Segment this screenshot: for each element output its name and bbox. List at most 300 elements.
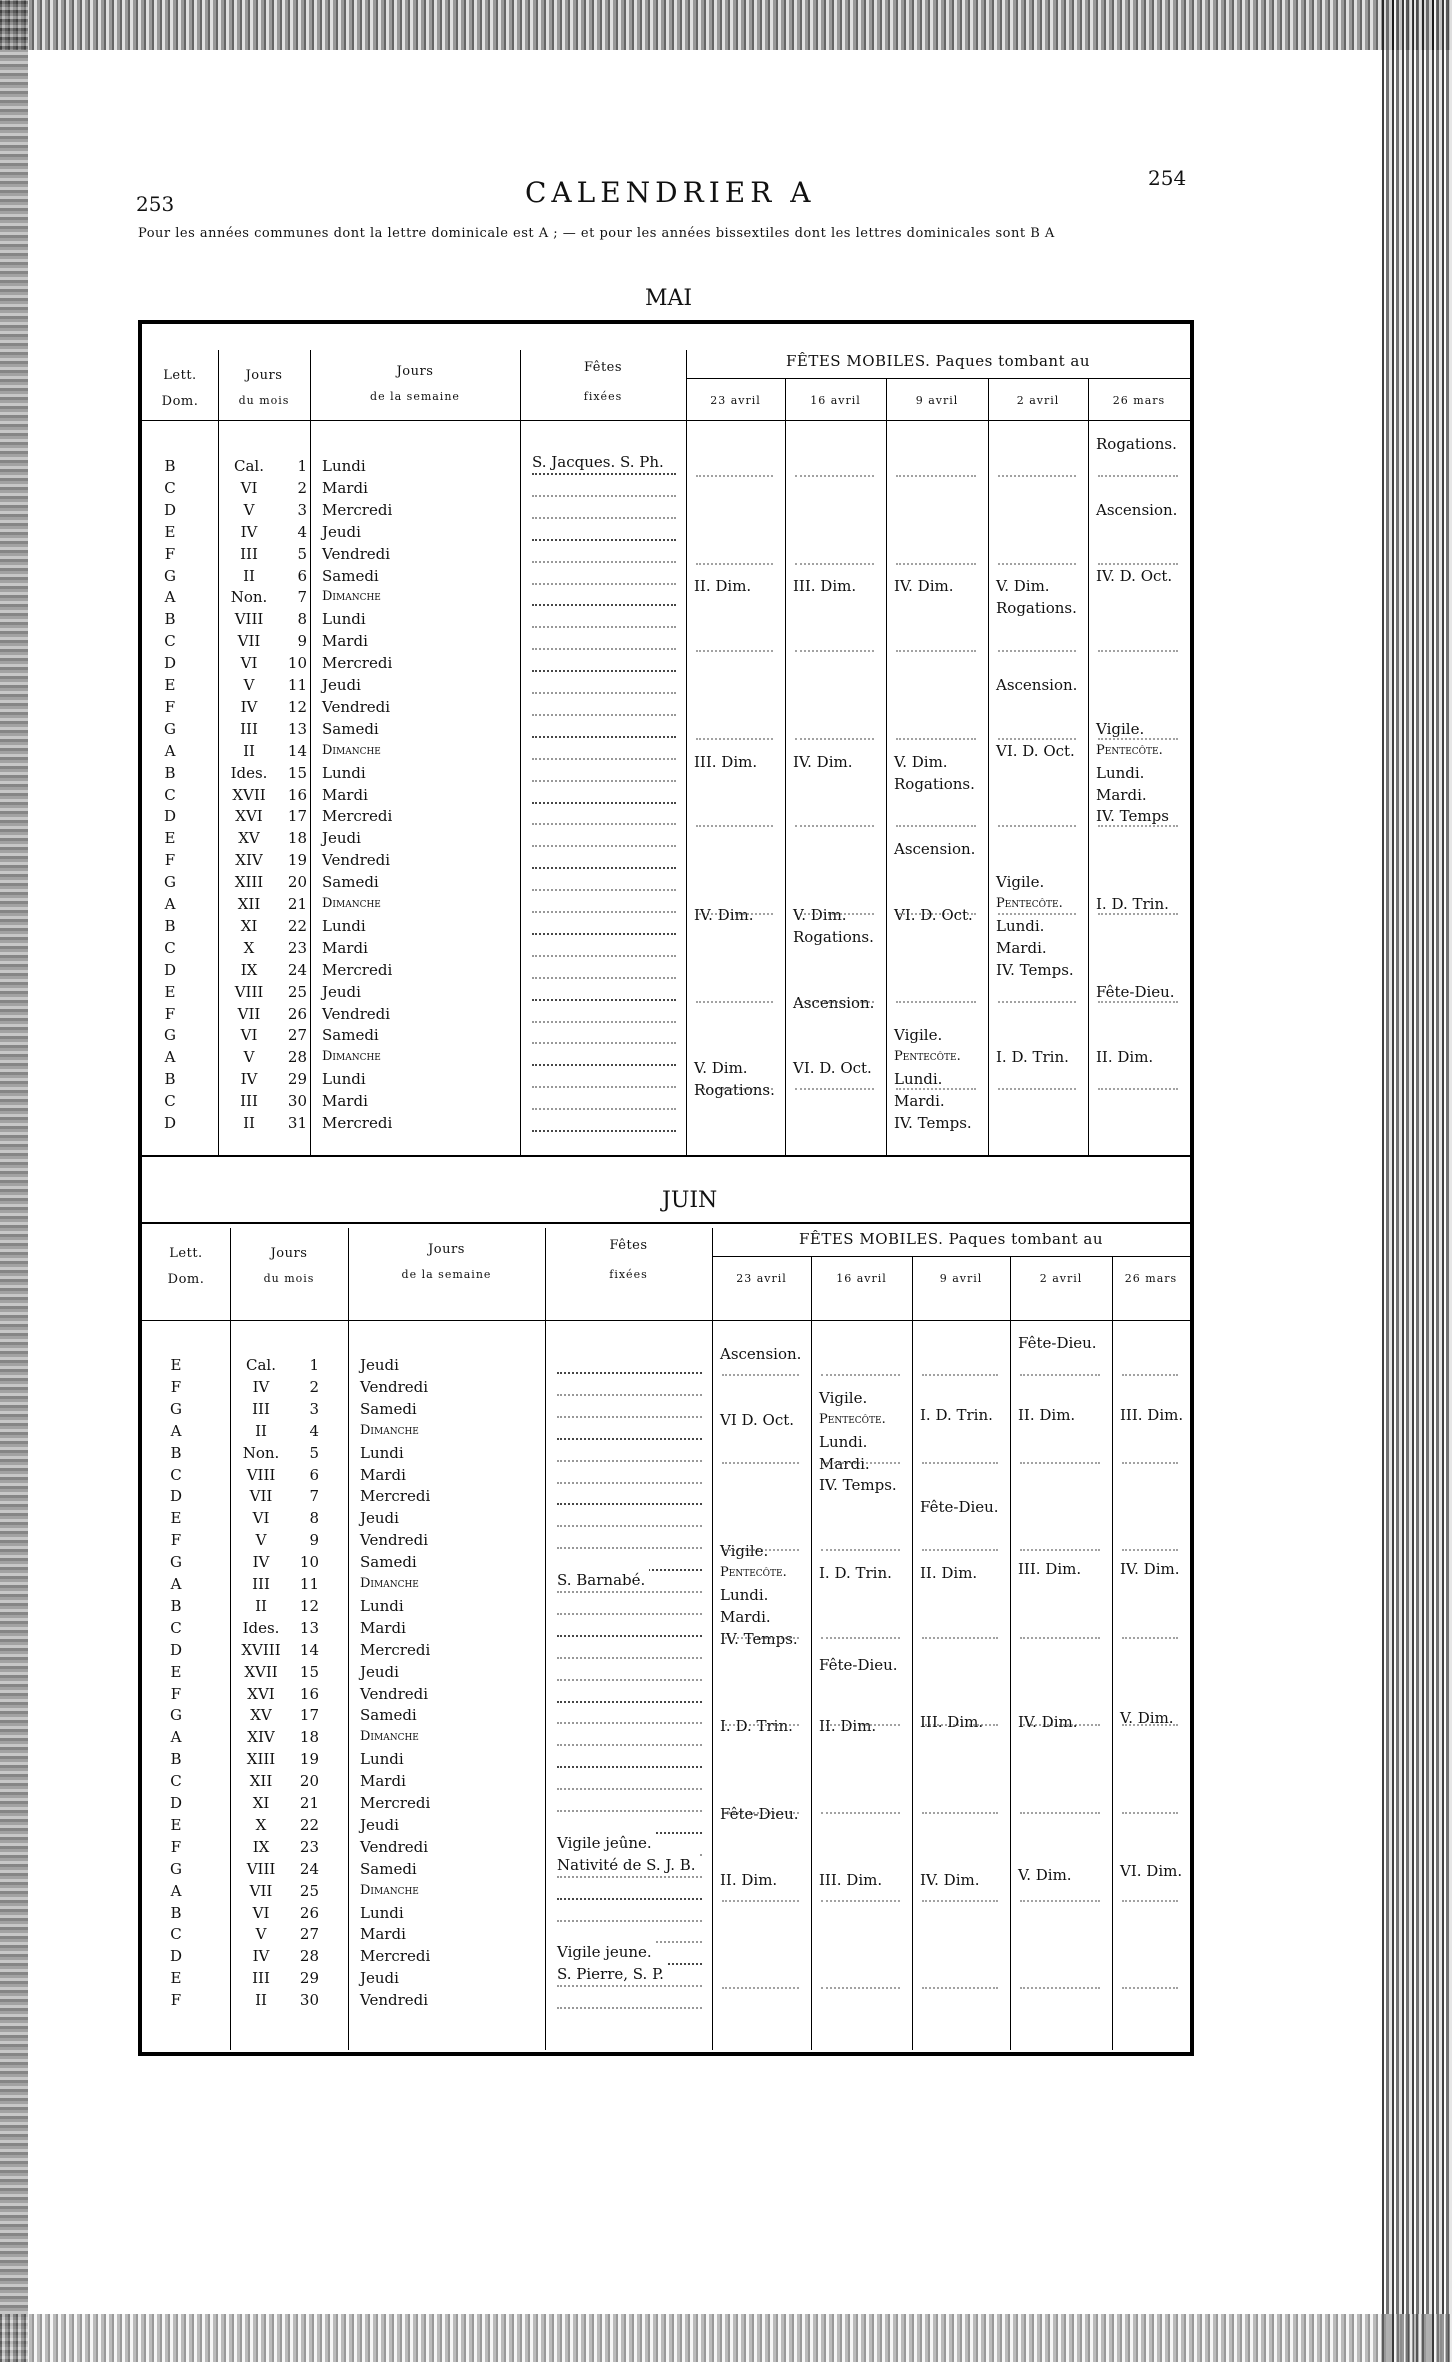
mai-vline [520,350,521,1155]
juin-weekday: Vendredi [360,1684,429,1703]
juin-weekday: Vendredi [360,1377,429,1396]
juin-weekday: Mardi [360,1925,406,1944]
mai-mobile-feast: Rogations. [996,599,1077,618]
mai-vline [310,350,311,1155]
mai-letter: A [164,895,176,913]
juin-roman-day: VI [252,1509,270,1528]
juin-mobile-leader [1122,1637,1178,1639]
juin-mobile-feast: I. D. Trin. [720,1717,793,1736]
juin-mobile-feast: IV. Dim. [920,1870,980,1889]
mai-day-number: 1 [297,457,307,475]
mai-header-paques-col: 9 avril [915,394,959,407]
juin-mobile-leader [821,1812,900,1814]
mai-leader [532,736,676,738]
mai-letter: C [164,1092,176,1111]
mai-mobile-leader [696,913,773,915]
juin-roman-day: VI [252,1903,270,1922]
juin-letter: D [169,1640,183,1659]
juin-fixed-feast: S. Pierre, S. P. [557,1963,668,1985]
mai-header-fixees: fixées [583,390,623,403]
mai-mobile-feast: IV. Dim. [793,752,853,771]
juin-roman-day: Cal. [246,1356,276,1374]
mai-weekday: Jeudi [322,522,361,541]
juin-mobile-feast: VI. Dim. [1120,1861,1183,1880]
juin-mobile-feast: III. Dim. [819,1870,883,1889]
mai-mobile-feast: Mardi. [894,1092,945,1111]
mai-roman-day: XIV [235,851,263,870]
juin-roman-day: XII [249,1772,273,1791]
mai-roman-day: Cal. [234,457,264,475]
mai-day-number: 29 [287,1070,307,1089]
juin-letter: G [170,1553,182,1572]
mai-mobile-feast: VI. D. Oct. [894,905,973,924]
juin-roman-day: II [255,1421,267,1440]
mai-day-number: 30 [287,1092,307,1111]
juin-weekday: Jeudi [360,1356,399,1374]
juin-letter: B [170,1443,182,1462]
juin-roman-day: IV [252,1553,270,1572]
mai-day-number: 27 [287,1026,307,1045]
juin-letter: G [170,1859,182,1878]
juin-leader [557,1810,702,1812]
mai-weekday: Jeudi [322,982,361,1001]
juin-mobile-feast: VI D. Oct. [720,1410,795,1429]
mai-roman-day: IV [240,697,258,716]
mai-fixed-feast: S. Jacques. S. Ph. [532,451,668,473]
mai-leader [532,604,676,606]
juin-roman-day: V [255,1531,267,1550]
mai-mobile-leader [1098,1088,1178,1090]
mai-weekday: Mercredi [322,500,393,519]
mai-mobile-feast: Rogations. [894,774,975,793]
mai-mobile-leader [896,913,976,915]
juin-leader [557,1744,702,1746]
mai-day-number: 6 [297,566,307,585]
mai-mobile-leader [1098,563,1178,565]
juin-mobile-feast: IV. Temps. [720,1629,798,1648]
mai-weekday: Samedi [322,566,379,585]
mai-mobile-feast: I. D. Trin. [996,1048,1069,1067]
page-title: CALENDRIER A [525,176,816,209]
mai-mobile-feast: IV. D. Oct. [1096,566,1173,585]
mai-letter: E [164,522,176,541]
juin-mobile-leader [1020,1987,1100,1989]
juin-mobile-leader [922,1374,998,1376]
mai-leader [532,845,676,847]
mai-day-number: 18 [287,829,307,848]
mai-letter: F [164,851,176,870]
mai-letter: B [164,1070,176,1089]
juin-leader [557,1985,702,1987]
mai-weekday: Dimanche [322,742,381,758]
mai-header-jours-sem: Jours [396,364,434,379]
mai-mobile-feast: Ascension. [1096,500,1178,519]
mai-letter: A [164,741,176,760]
mai-letter: B [164,610,176,629]
mai-weekday: Vendredi [322,697,391,716]
juin-header-paques-col: 23 avril [736,1272,787,1285]
mai-mobile-feast: Fête-Dieu. [1096,982,1175,1001]
juin-weekday: Mardi [360,1465,406,1484]
juin-mobile-leader [1122,1987,1178,1989]
mai-weekday: Lundi [322,457,366,475]
mai-day-number: 12 [287,697,307,716]
mai-header-jours-mois: Jours [245,368,283,383]
juin-mobile-vline [912,1256,913,2050]
juin-mobile-leader [1122,1549,1178,1551]
mai-header-dom: Dom. [161,394,199,409]
mai-leader [532,583,676,585]
juin-header-mobiles: FÊTES MOBILES. Paques tombant au [798,1230,1103,1248]
mai-mobile-feast: Rogations. [694,1081,775,1100]
scan-noise-right [1382,0,1452,2362]
juin-mobile-feast: Pentecôte. [819,1411,886,1427]
juin-weekday: Mardi [360,1618,406,1637]
mai-header-paques-col: 23 avril [710,394,761,407]
juin-letter: B [170,1750,182,1769]
juin-mobile-leader [1020,1724,1100,1726]
juin-leader [557,1394,702,1396]
juin-mobile-leader [1122,1724,1178,1726]
juin-fixed-feast: Nativité de S. J. B. [557,1854,700,1876]
mai-leader [532,999,676,1001]
juin-day-number: 24 [299,1859,319,1878]
juin-weekday: Mercredi [360,1794,431,1812]
mai-mobile-leader [998,825,1076,827]
mai-mobile-feast: IV. Temps [1096,807,1169,826]
mai-roman-day: X [243,938,255,957]
mai-letter: G [164,719,176,738]
juin-weekday: Jeudi [360,1662,399,1681]
juin-header-paques-col: 9 avril [939,1272,983,1285]
juin-mobile-feast: IV. Dim. [1018,1712,1078,1731]
juin-letter: G [170,1399,182,1418]
mai-day-number: 26 [287,1004,307,1023]
mai-mobile-vline [988,378,989,1155]
mai-letter: D [163,654,177,673]
juin-day-number: 27 [299,1925,319,1944]
juin-mobile-feast: Mardi. [720,1607,771,1626]
mai-mobile-vline [886,378,887,1155]
mai-leader [532,933,676,935]
mai-roman-day: VII [237,1004,261,1023]
juin-mobile-feast: Vigile. [720,1542,769,1561]
mai-letter: D [163,807,177,826]
juin-letter: F [170,1531,182,1550]
mai-leader [532,670,676,672]
mai-mobile-feast: Ascension. [894,840,976,859]
mai-day-number: 22 [287,916,307,935]
mai-day-number: 2 [297,478,307,497]
juin-weekday: Samedi [360,1553,417,1572]
mai-header-paques-col: 2 avril [1016,394,1060,407]
mai-letter: E [164,829,176,848]
mai-mobile-feast: Lundi. [894,1070,943,1089]
juin-mobile-leader [1020,1812,1100,1814]
mai-mobile-leader [1098,825,1178,827]
juin-letter: E [170,1356,182,1374]
juin-mobile-vline [811,1256,812,2050]
mai-leader [532,1042,676,1044]
juin-letter: E [170,1815,182,1834]
juin-mobile-leader [922,1900,998,1902]
juin-roman-day: VIII [246,1859,276,1878]
juin-roman-day: VIII [246,1465,276,1484]
mai-letter: D [163,1114,177,1132]
mai-weekday: Dimanche [322,589,381,605]
mai-mobile-leader [795,563,874,565]
juin-day-number: 30 [299,1991,319,2010]
juin-vline [712,1228,713,2050]
mai-mobile-feast: I. D. Trin. [1096,895,1169,913]
mai-letter: C [164,938,176,957]
juin-roman-day: V [255,1925,267,1944]
mai-roman-day: XIII [234,873,264,892]
mai-mobile-leader [998,738,1076,740]
juin-mobile-feast: Ascension. [720,1345,802,1364]
mai-mobile-leader [896,475,976,477]
mai-weekday: Dimanche [322,896,381,911]
juin-leader [557,1766,702,1768]
mai-mobile-feast: Lundi. [996,916,1045,935]
mai-letter: C [164,785,176,804]
mai-mobile-leader [795,650,874,652]
mai-leader [532,517,676,519]
juin-mobile-leader [722,1462,799,1464]
juin-mobile-feast: II. Dim. [720,1870,778,1889]
mai-roman-day: XII [237,895,261,913]
juin-day-number: 23 [299,1837,319,1856]
mai-weekday: Samedi [322,719,379,738]
juin-header-dom: Dom. [167,1272,205,1287]
juin-mobile-leader [922,1987,998,1989]
juin-roman-day: XI [252,1794,270,1812]
mai-day-number: 10 [287,654,307,673]
mai-weekday: Samedi [322,1026,379,1045]
juin-mobile-leader [821,1637,900,1639]
mai-leader [532,495,676,497]
mai-header-mobiles: FÊTES MOBILES. Paques tombant au [785,352,1090,370]
mai-mobile-feast: Pentecôte. [996,896,1063,911]
mai-mobile-leader [896,825,976,827]
mai-roman-day: VII [237,632,261,651]
juin-weekday: Dimanche [360,1882,419,1898]
juin-mobile-feast: IV. Dim. [1120,1559,1180,1578]
mai-roman-day: IV [240,522,258,541]
mai-mobile-feast: Vigile. [1096,719,1145,738]
mai-weekday: Mercredi [322,654,393,673]
juin-leader [557,1898,702,1900]
mai-mobile-feast: Mardi. [996,938,1047,957]
juin-weekday: Vendredi [360,1837,429,1856]
mai-weekday: Vendredi [322,851,391,870]
mai-leader [532,692,676,694]
mai-mobile-feast: II. Dim. [1096,1048,1154,1067]
mai-day-number: 20 [287,873,307,892]
juin-leader [557,1701,702,1703]
mai-mobile-leader [1098,650,1178,652]
juin-day-number: 8 [309,1509,319,1528]
mai-mobile-leader [1098,913,1178,915]
juin-header-jours-sem: Jours [428,1242,465,1257]
mai-day-number: 31 [287,1114,307,1132]
juin-weekday: Mardi [360,1772,406,1791]
mai-mobile-feast: Ascension. [996,676,1078,694]
mai-mobile-feast: V. Dim. [894,752,948,771]
mai-roman-day: IV [240,1070,258,1089]
juin-leader [557,1416,702,1418]
mai-mobile-leader [998,1001,1076,1003]
juin-leader [557,1876,702,1878]
juin-mobile-leader [722,1374,799,1376]
mai-mobile-leader [1098,738,1178,740]
juin-mobile-leader [1020,1462,1100,1464]
juin-weekday: Samedi [360,1859,417,1878]
juin-day-number: 19 [299,1750,319,1769]
mai-roman-day: VI [240,478,258,497]
divider-juin-start [138,1222,1194,1224]
mai-vline [686,350,687,1155]
mai-leader [532,802,676,804]
mai-letter: B [164,457,176,475]
mai-leader [532,1108,676,1110]
mai-letter: D [163,960,177,979]
juin-mobile-feast: I. D. Trin. [920,1406,993,1425]
mai-day-number: 21 [287,895,307,913]
juin-leader [557,1547,702,1549]
mai-leader [532,977,676,979]
mai-day-number: 14 [287,741,307,760]
mai-mobile-feast: VI. D. Oct. [996,741,1075,760]
juin-roman-day: X [255,1815,267,1834]
mai-leader [532,955,676,957]
mai-day-number: 25 [287,982,307,1001]
juin-weekday: Mercredi [360,1487,431,1506]
mai-letter: E [164,982,176,1001]
juin-roman-day: II [255,1596,267,1615]
juin-mobile-feast: Pentecôte. [720,1565,787,1581]
mai-mobile-leader [998,475,1076,477]
mai-weekday: Vendredi [322,544,391,563]
mai-weekday: Lundi [322,763,366,782]
juin-roman-day: XV [250,1706,272,1725]
juin-day-number: 28 [299,1947,319,1966]
juin-mobile-feast: Mardi. [819,1454,870,1473]
juin-weekday: Vendredi [360,1531,429,1550]
juin-header-paques-col: 26 mars [1124,1272,1178,1285]
mai-mobile-feast: IV. Temps. [894,1114,972,1132]
juin-mobile-leader [722,1812,799,1814]
juin-header-rule [142,1320,1190,1321]
juin-roman-day: XVI [247,1684,275,1703]
juin-letter: C [170,1618,182,1637]
mai-letter: C [164,478,176,497]
juin-mobile-feast: Fête-Dieu. [920,1498,999,1517]
mai-weekday: Mardi [322,478,368,497]
juin-mobile-feast: III. Dim. [1120,1406,1184,1425]
juin-roman-day: IX [252,1837,270,1856]
juin-roman-day: VII [249,1487,273,1506]
juin-weekday: Jeudi [360,1969,399,1988]
mai-mobile-feast: III. Dim. [793,577,857,596]
mai-mobile-leader [696,650,773,652]
mai-weekday: Dimanche [322,1049,381,1065]
mai-mobile-leader [896,563,976,565]
mai-mobile-leader [795,913,874,915]
mai-leader [532,1130,676,1132]
juin-leader [557,1657,702,1659]
juin-header-paques-col: 2 avril [1039,1272,1083,1285]
juin-weekday: Mercredi [360,1640,431,1659]
mai-letter: G [164,873,176,892]
mai-mobile-leader [795,1001,874,1003]
mai-leader [532,648,676,650]
mai-weekday: Mercredi [322,960,393,979]
mai-mobile-leader [998,650,1076,652]
juin-mobile-feast: Fête-Dieu. [1018,1334,1097,1353]
juin-mobile-leader [821,1900,900,1902]
juin-day-number: 3 [309,1399,319,1418]
juin-mobile-leader [922,1637,998,1639]
month-title-juin: JUIN [662,1188,718,1213]
juin-roman-day: IV [252,1377,270,1396]
mai-mobile-leader [795,825,874,827]
juin-day-number: 15 [299,1662,319,1681]
mai-day-number: 28 [287,1048,307,1067]
juin-roman-day: III [252,1969,270,1988]
juin-mobile-leader [821,1987,900,1989]
juin-mobile-feast: II. Dim. [1018,1406,1076,1425]
juin-letter: C [170,1925,182,1944]
juin-mobile-leader [1122,1812,1178,1814]
mai-leader [532,1021,676,1023]
juin-mobile-leader [1122,1374,1178,1376]
mai-mobile-leader [1098,1001,1178,1003]
mai-roman-day: XI [240,916,258,935]
juin-day-number: 16 [299,1684,319,1703]
juin-leader [557,1613,702,1615]
juin-day-number: 5 [309,1443,319,1462]
juin-mobile-leader [922,1724,998,1726]
juin-roman-day: III [252,1575,270,1593]
scan-noise-left [0,0,28,2362]
mai-day-number: 17 [287,807,307,826]
juin-day-number: 14 [299,1640,319,1659]
juin-header-de-la-semaine: de la semaine [401,1268,492,1281]
mai-letter: F [164,697,176,716]
mai-roman-day: V [243,676,255,694]
mai-weekday: Mardi [322,632,368,651]
juin-weekday: Vendredi [360,1991,429,2010]
juin-mobile-leader [821,1462,900,1464]
mai-leader [532,911,676,913]
juin-letter: F [170,1991,182,2010]
mai-mobile-leader [896,650,976,652]
mai-mobile-header-rule [686,378,1190,379]
juin-header-jours-mois: Jours [270,1246,308,1261]
juin-letter: E [170,1969,182,1988]
juin-leader [557,1788,702,1790]
juin-mobile-leader [821,1724,900,1726]
juin-day-number: 9 [309,1531,319,1550]
juin-mobile-leader [821,1549,900,1551]
juin-mobile-leader [1020,1374,1100,1376]
juin-weekday: Dimanche [360,1422,419,1438]
juin-weekday: Dimanche [360,1576,419,1591]
juin-day-number: 22 [299,1815,319,1834]
mai-mobile-leader [696,738,773,740]
mai-roman-day: VIII [234,982,264,1001]
